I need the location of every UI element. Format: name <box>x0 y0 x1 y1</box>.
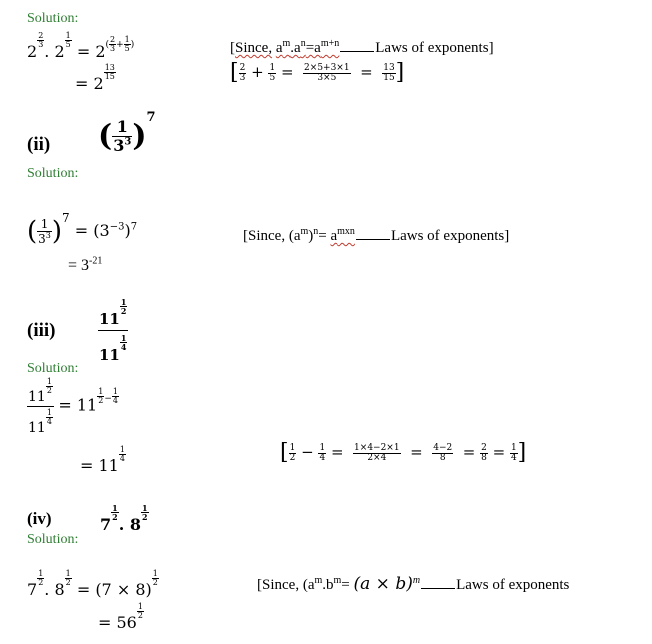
solution-label-1: Solution: <box>27 11 79 26</box>
part2-question: ( $\frac{1}{3^3}$ )$^7$ <box>98 110 156 155</box>
part3-step1: 11 $\frac{1}{2}$ 11 $\frac{1}{4}$ = 11 $\frac{1}{2}$ − $\frac{1}{4}$ <box>28 377 118 436</box>
part1-calc: [ $\frac{2}{3}$ + $\frac{1}{5}$ = $\frac{2\times 5+3\times 1}{3\times 5}$ = $\frac{13}{15}$ ] <box>230 60 405 85</box>
part4-step1: 7 $\frac{1}{2}$ . 8 $\frac{1}{2}$ = (7 × 8) $\frac{1}{2}$ <box>27 569 158 599</box>
part2-step1: ( $\frac{1}{3^3}$ )$^7 = (3^{-3})^7$ <box>27 211 138 247</box>
part3-label: (iii) <box>27 320 56 341</box>
part2-step2: = $3^{-21}$ <box>68 255 103 274</box>
part4-label: (iv) <box>27 509 52 528</box>
part3-calc: [ $\frac{1}{2}$ − $\frac{1}{4}$ = $\frac{1\times 4-2\times 1}{2\times 4}$ = $\frac{4-2}{8}$ = $\frac{2}{8}$ = $\frac{1}{4}$ ] <box>280 440 527 465</box>
part4-law: [Since, ($a^m.b^m= (a \times b)^m$ Laws of exponents <box>257 574 570 594</box>
part4-question: 7 $\frac{1}{2}$ . 8 $\frac{1}{2}$ <box>100 503 148 534</box>
solution-label-3: Solution: <box>27 361 79 376</box>
solution-label-2: Solution: <box>27 166 79 181</box>
part1-step2: = 2 $\frac{13}{15}$ <box>75 63 115 93</box>
solution-label-4: Solution: <box>27 532 79 547</box>
part1-step1: 2 $\frac{2}{3}$ . 2 $\frac{1}{5}$ = $2^{( \frac{2}{3} + \frac{1}{5} )}$ <box>27 31 135 61</box>
part4-step2: = 56 $\frac{1}{2}$ <box>98 602 143 632</box>
part3-step2: = 11 $\frac{1}{4}$ <box>80 445 125 475</box>
part3-question: 11 $\frac{1}{2}$ 11 $\frac{1}{4}$ <box>99 297 127 364</box>
part2-law: [Since, $(a^m)^n= a^{mxn}$ Laws of exponents] <box>243 226 510 244</box>
part2-label: (ii) <box>27 134 51 155</box>
part1-law: [Since, $a^m.a^n=a^{m+n}$ Laws of exponents] <box>230 38 494 56</box>
